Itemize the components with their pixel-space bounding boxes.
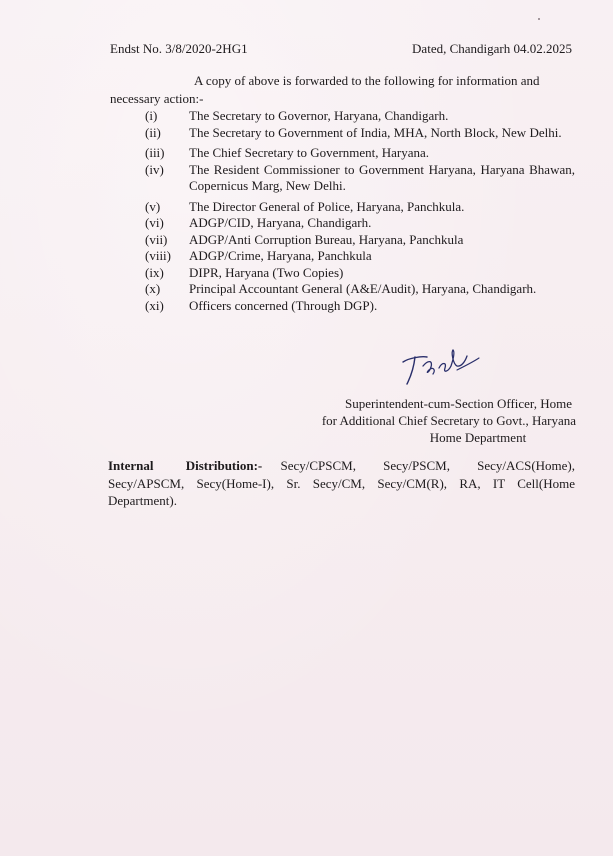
list-item-number: (xi) [145,297,164,313]
list-item [145,215,575,232]
list-item [145,248,575,265]
list-item [145,162,575,195]
list-item-text: Principal Accountant General (A&E/Audit), Haryana, Chandigarh. [189,281,537,296]
endorsement-date: Dated, Chandigarh 04.02.2025 [412,41,572,56]
internal-distribution-text: Secy/CPSCM, Secy/PSCM, Secy/ACS(Home), Secy/APSCM, Secy(Home-I), Sr. Secy/CM, Secy/CM(R), RA, IT Cell(Home Department). [108,458,576,508]
list-item [145,125,575,142]
list-item-number: (viii) [145,248,171,263]
list-item-number: (ii) [145,124,161,140]
list-item-number: (iv) [145,161,164,177]
list-item [145,232,575,249]
forwarding-note [110,72,573,108]
list-item-text: DIPR, Haryana (Two Copies) [189,264,344,280]
list-item-text: The Secretary to Government of India, MHA, North Block, New Delhi. [189,124,562,140]
list-item [145,108,575,125]
list-item [145,298,575,315]
signatory-block [300,395,576,446]
list-item [145,199,575,216]
list-item-text: The Secretary to Governor, Haryana, Chandigarh. [189,108,449,123]
list-item-number: (vii) [145,231,168,247]
endorsement-number: Endst No. 3/8/2020-2HG1 [110,41,248,56]
endorsement-header [110,41,572,57]
list-item-number: (vi) [145,215,164,230]
list-item-text: ADGP/Anti Corruption Bureau, Haryana, Panchkula [189,231,464,247]
list-item-text: ADGP/CID, Haryana, Chandigarh. [189,215,372,230]
list-item-number: (x) [145,281,161,296]
list-item-text: ADGP/Crime, Haryana, Panchkula [189,248,372,263]
list-item-text: Officers concerned (Through DGP). [189,297,378,313]
list-item-text: The Resident Commissioner to Government Haryana, Haryana Bhawan, Copernicus Marg, New Delhi. [189,161,575,193]
recipient-list [145,108,575,314]
list-item [145,145,575,162]
signatory-on-behalf: for Additional Chief Secretary to Govt., Haryana [321,413,576,428]
internal-distribution-label: Internal Distribution:- [108,458,263,473]
list-item [145,265,575,282]
list-item-number: (i) [145,108,158,123]
signatory-designation: Superintendent-cum-Section Officer, Home [344,396,572,411]
forwarding-note-line-1: A copy of above is forwarded to the following for information and [194,73,540,88]
list-item-number: (ix) [145,264,164,280]
list-item-text: The Director General of Police, Haryana, Panchkula. [189,198,465,214]
list-item-text: The Chief Secretary to Government, Haryana. [189,145,430,160]
list-item-number: (iii) [145,145,165,160]
forwarding-note-line-2: necessary action:- [110,91,204,106]
list-item-number: (v) [145,198,161,214]
signatory-department: Home Department [429,430,527,445]
paper-speck [538,18,540,20]
internal-distribution [108,457,575,510]
list-item [145,281,575,298]
handwritten-signature [395,340,485,390]
